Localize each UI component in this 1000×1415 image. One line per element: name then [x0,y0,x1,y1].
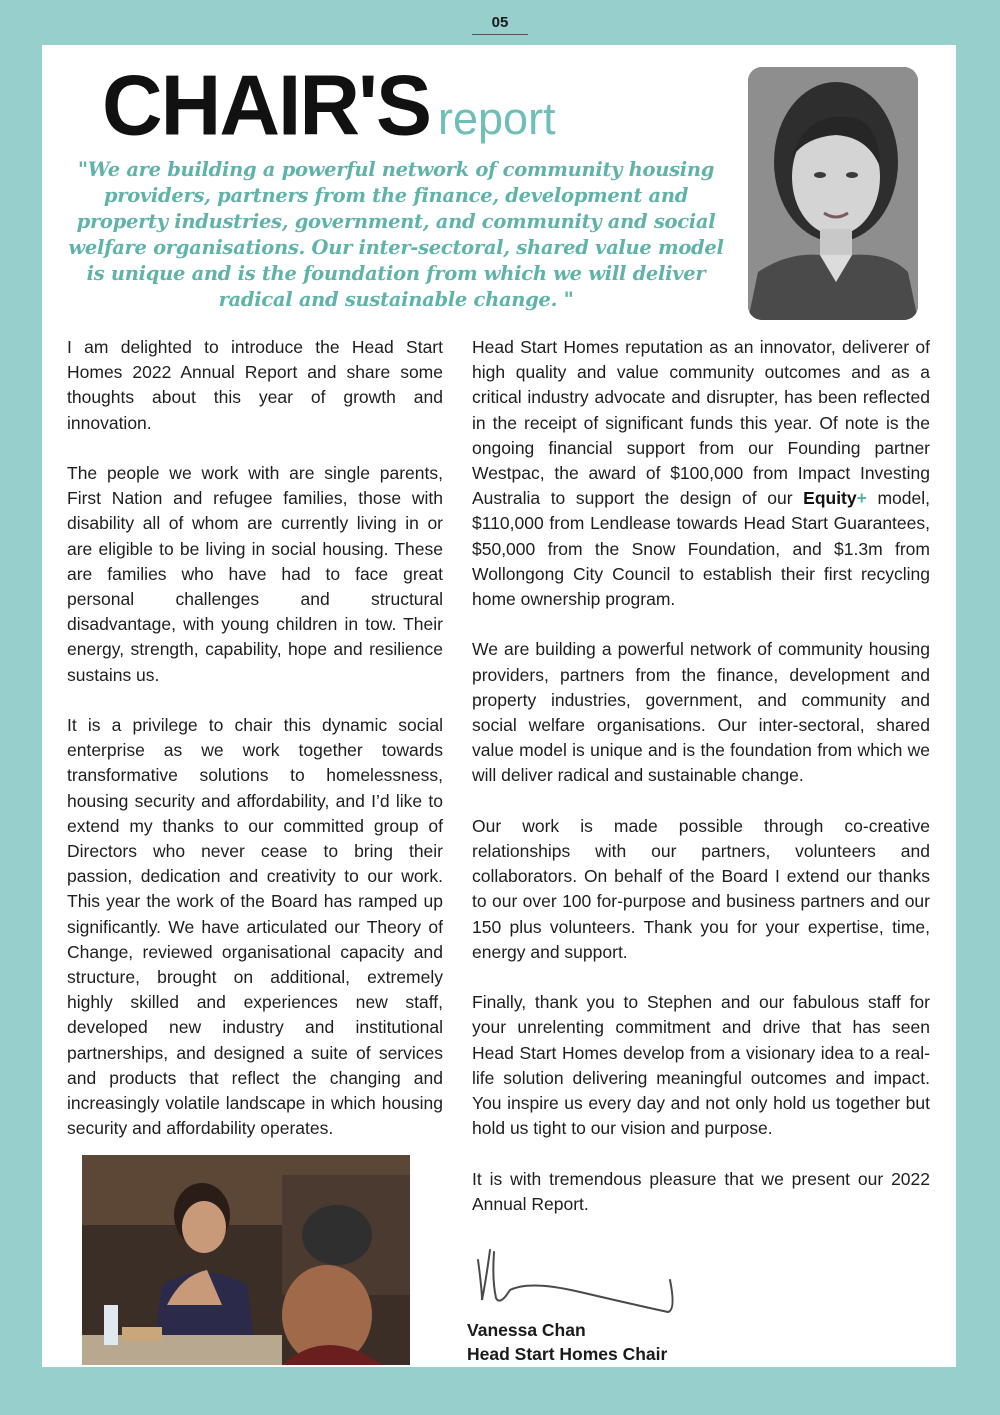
title-main: CHAIR'S [102,57,430,153]
paragraph: Finally, thank you to Stephen and our fabulous staff for your unrelenting commitment and drive that has seen Head Start Homes develop from a visionary idea to a real-life solution delivering meaningful outcomes and impact. You inspire us every day and not only hold us together but hold us tight to our vision and purpose. [472,992,930,1139]
equity-plus-mark: + [856,488,867,509]
right-column [472,335,930,1242]
signoff [467,1318,667,1366]
paragraph-text: model, $110,000 from Lendlease towards Head Start Guarantees, $50,000 from the Snow Foundation, and $1.3m from Wollongong City Council to establish their first recycling home ownership program. [472,488,930,610]
title-sub: report [438,93,556,144]
paragraph: I am delighted to introduce the Head Start Homes 2022 Annual Report and share some thoughts about this year of growth and innovation. [67,337,443,433]
event-photo-illustration [82,1155,410,1365]
left-column [67,335,443,1167]
event-photo [82,1155,410,1365]
chair-portrait-photo [748,67,918,320]
paragraph-text: Head Start Homes reputation as an innovator, deliverer of high quality and value community outcomes and as a critical industry advocate and disrupter, has been reflected in the receipt of significant funds this year. Of note is the ongoing financial support from our Founding partner Westpac, the award of $100,000 from Impact Investing Australia to support the design of our [472,337,930,509]
page-number: 05 [491,14,509,31]
signature-image [470,1240,680,1325]
portrait-illustration [748,67,918,320]
pull-quote: "We are building a powerful network of community housing providers, partners from the finance, development and property industries, government, and community and social welfare organisations. Our inter-sectoral, shared value model is unique and is the foundation from which we will deliver radical and sustainable change. " [68,158,724,311]
paragraph: It is a privilege to chair this dynamic social enterprise as we work together towards transformative solutions to homelessness, housing security and affordability, and I’d like to extend my thanks to our committed group of Directors who never cease to bring their passion, dedication and creativity to our work. This year the work of the Board has ramped up significantly. We have articulated our Theory of Change, reviewed organisational capacity and structure, brought on additional, extremely highly skilled and experiences new staff, developed new industry and institutional partnerships, and designed a suite of services and products that reflect the changing and increasingly volatile landscape in which housing security and affordability operates. [67,715,443,1139]
page-sheet [42,45,956,1367]
paragraph: We are building a powerful network of community housing providers, partners from the finance, development and property industries, government, and community and social welfare organisations. Our inter-sectoral, shared value model is unique and is the foundation from which we will deliver radical and sustainable change. [472,639,930,786]
page-title [102,57,556,153]
signoff-role: Head Start Homes Chair [467,1344,668,1364]
paragraph [472,335,930,612]
paragraph: It is with tremendous pleasure that we present our 2022 Annual Report. [472,1168,930,1214]
equity-brand: Equity [803,488,857,509]
paragraph: Our work is made possible through co-creative relationships with our partners, volunteers and collaborators. On behalf of the Board I extend our thanks to our over 100 for-purpose and business partners and our 150 plus volunteers. Thank you for your expertise, time, energy and support. [472,815,930,962]
paragraph: The people we work with are single parents, First Nation and refugee families, those with disability all of whom are currently living in or are eligible to be living in social housing. These are families who have had to face great personal challenges and structural disadvantage, with young children in tow. Their energy, strength, capability, hope and resilience sustains us. [67,463,443,685]
page-number-rule [472,34,528,35]
signoff-name: Vanessa Chan [467,1320,586,1340]
